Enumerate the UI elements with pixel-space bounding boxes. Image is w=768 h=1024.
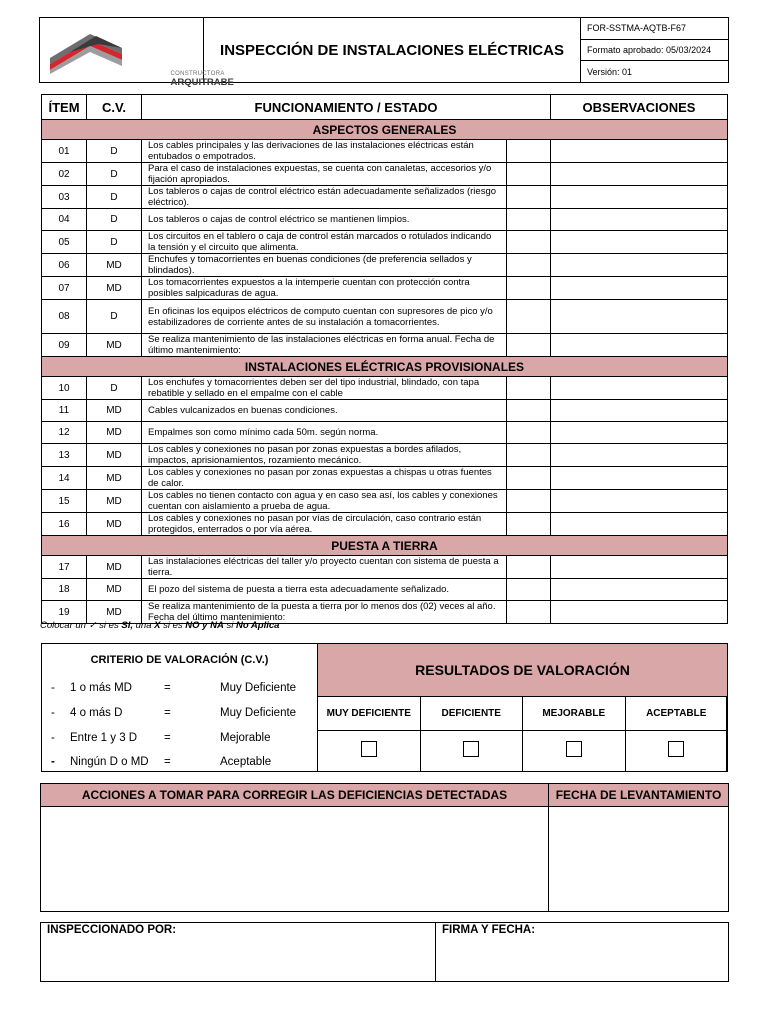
item-cv: MD <box>87 444 142 467</box>
item-observations-cell[interactable] <box>551 422 728 444</box>
note-text: si <box>223 620 236 631</box>
column-header-function: FUNCIONAMIENTO / ESTADO <box>142 95 551 120</box>
criteria-value: Muy Deficiente <box>220 707 297 719</box>
actions-header: ACCIONES A TOMAR PARA CORREGIR LAS DEFICIENCIAS DETECTADAS <box>41 784 549 807</box>
item-check-cell[interactable] <box>507 444 551 467</box>
item-number: 01 <box>42 140 87 163</box>
item-cv: MD <box>87 334 142 357</box>
item-check-cell[interactable] <box>507 556 551 579</box>
item-description: Los enchufes y tomacorrientes deben ser del tipo industrial, blindado, con tapa rebatible y sellado en el empalme con el cable <box>142 377 507 400</box>
item-check-cell[interactable] <box>507 579 551 601</box>
criteria-label: Ningún D o MD <box>70 756 149 768</box>
inspected-by-label: INSPECCIONADO POR: <box>47 924 177 936</box>
logo-text-top: CONSTRUCTORA <box>170 70 225 77</box>
item-check-cell[interactable] <box>507 186 551 209</box>
item-check-cell[interactable] <box>507 277 551 300</box>
item-cv: MD <box>87 490 142 513</box>
section-header-row <box>42 120 728 140</box>
section-header-row <box>42 357 728 377</box>
table-row <box>42 254 728 277</box>
table-row <box>42 140 728 163</box>
logo-text-brand: ARQUITRABE <box>170 76 234 88</box>
criteria-bullet: - <box>51 756 55 768</box>
item-number: 04 <box>42 209 87 231</box>
item-check-cell[interactable] <box>507 163 551 186</box>
signature-table <box>40 922 729 982</box>
item-cv: MD <box>87 513 142 536</box>
criteria-label: 1 o más MD <box>70 682 132 694</box>
table-row <box>42 231 728 254</box>
valuation-criteria <box>42 644 317 771</box>
item-cv: MD <box>87 277 142 300</box>
item-observations-cell[interactable] <box>551 334 728 357</box>
item-check-cell[interactable] <box>507 513 551 536</box>
criteria-value: Aceptable <box>220 756 272 768</box>
item-check-cell[interactable] <box>507 334 551 357</box>
actions-field[interactable] <box>41 807 549 912</box>
item-cv: MD <box>87 556 142 579</box>
result-label-deficiente: DEFICIENTE <box>420 697 523 731</box>
item-observations-cell[interactable] <box>551 556 728 579</box>
item-cv: D <box>87 140 142 163</box>
item-description: Los circuitos en el tablero o caja de control están marcados o rotulados indicando la tensión y el circuito que alimenta. <box>142 231 507 254</box>
item-number: 06 <box>42 254 87 277</box>
result-label-aceptable: ACEPTABLE <box>625 697 728 731</box>
marking-instructions <box>40 620 279 631</box>
arquitrabe-logo-icon <box>40 18 203 77</box>
item-description: Los tableros o cajas de control eléctrico están adecuadamente señalizados (riesgo eléctrico). <box>142 186 507 209</box>
item-description: Se realiza mantenimiento de la puesta a tierra por lo menos dos (02) veces al año. Fecha del último mantenimiento: <box>142 601 507 624</box>
item-observations-cell[interactable] <box>551 277 728 300</box>
note-si: SI, <box>121 620 133 631</box>
table-row <box>42 277 728 300</box>
table-row <box>42 377 728 400</box>
item-description: Empalmes son como mínimo cada 50m. según norma. <box>142 422 507 444</box>
item-number: 08 <box>42 300 87 334</box>
table-header-row <box>42 95 728 120</box>
corrective-actions-table <box>40 783 729 912</box>
item-observations-cell[interactable] <box>551 231 728 254</box>
item-number: 12 <box>42 422 87 444</box>
signature-date-label: FIRMA Y FECHA: <box>442 924 536 936</box>
item-check-cell[interactable] <box>507 400 551 422</box>
item-description: Enchufes y tomacorrientes en buenas condiciones (de preferencia sellados y blindados). <box>142 254 507 277</box>
item-check-cell[interactable] <box>507 422 551 444</box>
item-description: Las instalaciones eléctricas del taller y/o proyecto cuentan con sistema de puesta a tierra. <box>142 556 507 579</box>
table-row <box>42 467 728 490</box>
item-number: 13 <box>42 444 87 467</box>
item-observations-cell[interactable] <box>551 209 728 231</box>
item-check-cell[interactable] <box>507 140 551 163</box>
item-description: Los tableros o cajas de control eléctrico se mantienen limpios. <box>142 209 507 231</box>
criteria-label: 4 o más D <box>70 707 123 719</box>
item-observations-cell[interactable] <box>551 400 728 422</box>
criteria-equals: = <box>164 732 171 744</box>
item-cv: D <box>87 231 142 254</box>
section-title: INSTALACIONES ELÉCTRICAS PROVISIONALES <box>42 357 728 377</box>
criteria-value: Mejorable <box>220 732 271 744</box>
item-description: Se realiza mantenimiento de las instalaciones eléctricas en forma anual. Fecha de último mantenimiento: <box>142 334 507 357</box>
result-cell <box>625 731 728 772</box>
signature-date-field[interactable] <box>436 923 729 982</box>
criteria-row <box>42 732 317 748</box>
item-number: 02 <box>42 163 87 186</box>
item-number: 07 <box>42 277 87 300</box>
criteria-row <box>42 756 317 772</box>
result-label-muy-deficiente: MUY DEFICIENTE <box>318 697 421 731</box>
result-cell <box>318 731 421 772</box>
item-cv: MD <box>87 579 142 601</box>
result-cell <box>420 731 523 772</box>
inspection-table <box>41 94 728 624</box>
results-title: RESULTADOS DE VALORACIÓN <box>318 644 728 697</box>
item-cv: D <box>87 377 142 400</box>
item-observations-cell[interactable] <box>551 444 728 467</box>
criteria-bullet: - <box>51 732 55 744</box>
table-row <box>42 490 728 513</box>
approval-date: Formato aprobado: 05/03/2024 <box>581 39 729 61</box>
table-row <box>42 422 728 444</box>
document-version: Versión: 01 <box>581 61 729 83</box>
criteria-equals: = <box>164 682 171 694</box>
item-description: Para el caso de instalaciones expuestas, se cuenta con canaletas, accesorios y/o fijación apropiados. <box>142 163 507 186</box>
criteria-title: CRITERIO DE VALORACIÓN (C.V.) <box>90 654 269 666</box>
item-check-cell[interactable] <box>507 377 551 400</box>
section-title: ASPECTOS GENERALES <box>42 120 728 140</box>
item-cv: D <box>87 300 142 334</box>
item-check-cell[interactable] <box>507 209 551 231</box>
resolution-date-field[interactable] <box>549 807 729 912</box>
item-description: Los tomacorrientes expuestos a la intemperie cuentan con protección contra posibles salpicaduras de agua. <box>142 277 507 300</box>
table-row <box>42 186 728 209</box>
criteria-label: Entre 1 y 3 D <box>70 732 138 744</box>
note-text: Colocar un ✓ si es <box>40 620 122 631</box>
item-cv: D <box>87 209 142 231</box>
item-cv: MD <box>87 400 142 422</box>
company-logo <box>40 18 234 88</box>
result-cell <box>523 731 626 772</box>
item-check-cell[interactable] <box>507 467 551 490</box>
item-observations-cell[interactable] <box>551 300 728 334</box>
column-header-observations: OBSERVACIONES <box>551 95 728 120</box>
criteria-row <box>42 707 317 723</box>
item-number: 11 <box>42 400 87 422</box>
item-number: 16 <box>42 513 87 536</box>
item-number: 09 <box>42 334 87 357</box>
note-no-na: NO y NA <box>185 620 224 631</box>
item-description: Los cables no tienen contacto con agua y en caso sea así, los cables y conexiones cuentan con aislamiento a prueba de agua. <box>142 490 507 513</box>
item-cv: MD <box>87 467 142 490</box>
item-number: 19 <box>42 601 87 624</box>
table-row <box>42 513 728 536</box>
section-header-row <box>42 536 728 556</box>
item-description: Los cables y conexiones no pasan por vías de circulación, caso contrario están protegidos, enterrados o por vía aérea. <box>142 513 507 536</box>
item-cv: MD <box>87 254 142 277</box>
inspected-by-field[interactable] <box>41 923 436 982</box>
criteria-bullet: - <box>51 707 55 719</box>
item-observations-cell[interactable] <box>551 186 728 209</box>
item-number: 10 <box>42 377 87 400</box>
item-cv: MD <box>87 601 142 624</box>
criteria-equals: = <box>164 756 171 768</box>
table-row <box>42 334 728 357</box>
item-description: El pozo del sistema de puesta a tierra esta adecuadamente señalizado. <box>142 579 507 601</box>
criteria-equals: = <box>164 707 171 719</box>
item-observations-cell[interactable] <box>551 601 728 624</box>
document-title: INSPECCIÓN DE INSTALACIONES ELÉCTRICAS <box>204 18 581 83</box>
item-check-cell[interactable] <box>507 601 551 624</box>
item-number: 14 <box>42 467 87 490</box>
criteria-value: Muy Deficiente <box>220 682 297 694</box>
item-observations-cell[interactable] <box>551 467 728 490</box>
criteria-row <box>42 682 317 698</box>
column-header-cv: C.V. <box>87 95 142 120</box>
item-number: 18 <box>42 579 87 601</box>
item-cv: D <box>87 186 142 209</box>
item-check-cell[interactable] <box>507 254 551 277</box>
item-observations-cell[interactable] <box>551 579 728 601</box>
result-checkbox-mejorable[interactable] <box>566 741 582 757</box>
item-number: 17 <box>42 556 87 579</box>
table-row <box>42 209 728 231</box>
item-observations-cell[interactable] <box>551 254 728 277</box>
note-no-aplica: No Aplica <box>235 620 280 631</box>
criteria-bullet: - <box>51 682 55 694</box>
item-check-cell[interactable] <box>507 490 551 513</box>
table-row <box>42 300 728 334</box>
item-check-cell[interactable] <box>507 300 551 334</box>
resolution-date-header: FECHA DE LEVANTAMIENTO <box>549 784 729 807</box>
item-cv: MD <box>87 422 142 444</box>
item-description: Cables vulcanizados en buenas condiciones. <box>142 400 507 422</box>
result-checkbox-muy-deficiente[interactable] <box>361 741 377 757</box>
note-text: una <box>132 620 155 631</box>
valuation-results <box>317 643 728 772</box>
note-x: X <box>154 620 161 631</box>
note-text: si es <box>160 620 186 631</box>
item-observations-cell[interactable] <box>551 490 728 513</box>
item-description: En oficinas los equipos eléctricos de computo cuentan con supresores de pico y/o estabilizadores de corriente antes de su instalación a tomacorrientes. <box>142 300 507 334</box>
result-checkbox-aceptable[interactable] <box>668 741 684 757</box>
item-number: 03 <box>42 186 87 209</box>
column-header-item: ÍTEM <box>42 95 87 120</box>
result-label-mejorable: MEJORABLE <box>523 697 626 731</box>
document-header <box>39 17 729 88</box>
item-check-cell[interactable] <box>507 231 551 254</box>
item-number: 15 <box>42 490 87 513</box>
item-description: Los cables y conexiones no pasan por zonas expuestas a bordes afilados, impactos, aprisionamientos, rozamiento mecánico. <box>142 444 507 467</box>
document-code: FOR-SSTMA-AQTB-F67 <box>581 18 729 40</box>
item-observations-cell[interactable] <box>551 140 728 163</box>
table-row <box>42 400 728 422</box>
item-description: Los cables y conexiones no pasan por zonas expuestas a chispas u otras fuentes de calor. <box>142 467 507 490</box>
table-row <box>42 444 728 467</box>
item-observations-cell[interactable] <box>551 513 728 536</box>
item-description: Los cables principales y las derivaciones de las instalaciones eléctricas están entubados o empotrados. <box>142 140 507 163</box>
item-observations-cell[interactable] <box>551 163 728 186</box>
item-number: 05 <box>42 231 87 254</box>
table-row <box>42 579 728 601</box>
item-cv: D <box>87 163 142 186</box>
result-checkbox-deficiente[interactable] <box>463 741 479 757</box>
section-title: PUESTA A TIERRA <box>42 536 728 556</box>
item-observations-cell[interactable] <box>551 377 728 400</box>
table-row <box>42 163 728 186</box>
table-row <box>42 556 728 579</box>
valuation-section <box>41 643 727 772</box>
